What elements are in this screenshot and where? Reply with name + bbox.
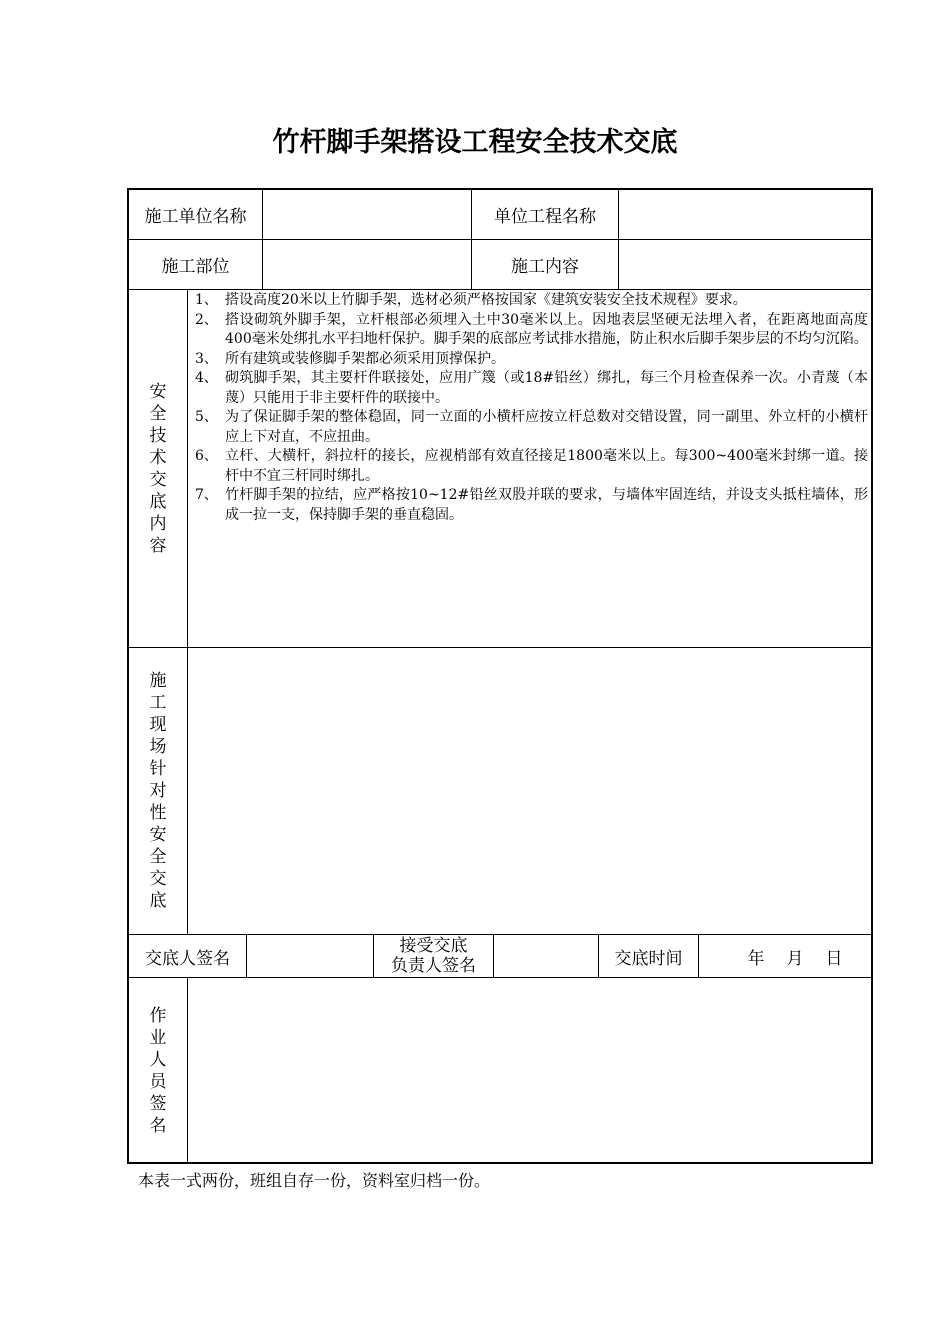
item-text: 搭设砌筑外脚手架，立杆根部必须埋入土中30毫米以上。因地表层坚硬无法埋入者，在距离地面高度400毫米处绑扎水平扫地杆保护。脚手架的底部应考试排水措施，防止积水后脚手架步层的不均匀沉陷。 [225,311,868,347]
safety-item [188,350,868,370]
receiver-signature-field[interactable] [494,935,598,977]
item-number: 3、 [195,350,218,367]
site-disclosure-field[interactable] [188,648,873,934]
footnote: 本表一式两份，班组自存一份，资料室归档一份。 [138,1171,491,1190]
label-char: 场 [149,737,167,757]
item-text: 所有建筑或装修脚手架都必须采用顶撑保护。 [225,350,505,367]
item-number: 1、 [195,292,218,308]
construction-part-label: 施工部位 [161,257,230,277]
label-char: 施 [149,671,167,691]
label-char: 交 [149,469,167,490]
safety-item [188,447,868,486]
label-char: 工 [149,693,167,713]
item-number: 6、 [195,448,218,464]
document-title: 竹杆脚手架搭设工程安全技术交底 [272,127,678,158]
label-char: 现 [149,715,167,735]
label-char: 人 [149,1050,167,1070]
item-text: 搭设高度20米以上竹脚手架，选材必须严格按国家《建筑安装安全技术规程》要求。 [225,292,747,308]
label-char: 底 [149,491,167,512]
safety-item [188,486,868,525]
date-month: 月 [786,948,804,969]
disclosure-date-field[interactable] [699,935,873,977]
item-number: 7、 [195,487,218,503]
label-char: 全 [149,847,167,867]
disclosure-table [127,188,873,1164]
project-name-field[interactable] [619,190,873,239]
safety-item [188,369,868,408]
item-text: 立杆、大横杆，斜拉杆的接长，应视梢部有效直径接足1800毫米以上。每300~400毫米封绑一道。接杆中不宜三杆同时绑扎。 [225,448,868,484]
label-char: 安 [149,381,167,402]
safety-item [188,311,868,350]
row-divider [129,289,873,290]
label-char: 作 [149,1006,167,1026]
safety-item [188,291,868,311]
item-text: 砌筑脚手架，其主要杆件联接处，应用广篾（或18#铅丝）绑扎，每三个月检查保养一次。小青蔑（本蔑）只能用于非主要杆件的联接中。 [225,370,868,406]
discloser-signature-label: 交底人签名 [145,948,230,969]
project-name-label: 单位工程名称 [494,207,596,227]
item-text: 竹杆脚手架的拉结，应严格按10~12#铅丝双股并联的要求，与墙体牢固连结，并设支头抵柱墙体，形成一拉一支，保持脚手架的垂直稳固。 [225,487,868,523]
safety-item [188,408,868,447]
construction-unit-label: 施工单位名称 [144,207,247,227]
date-day: 日 [825,948,843,969]
workers-signature-field[interactable] [188,978,873,1164]
safety-disclosure-content [188,291,868,646]
receiver-label-line: 负责人签名 [391,956,476,976]
item-text: 为了保证脚手架的整体稳固，同一立面的小横杆应按立杆总数对交错设置，同一副里、外立杆的小横杆应上下对直，不应扭曲。 [225,409,868,445]
label-char: 员 [149,1072,167,1092]
workers-signature-label [129,978,187,1164]
item-number: 5、 [195,409,218,425]
construction-unit-field[interactable] [263,190,471,239]
label-char: 性 [149,803,167,823]
construction-content-field[interactable] [619,240,873,289]
label-char: 交 [149,869,167,889]
label-char: 对 [149,781,167,801]
site-disclosure-label [129,648,187,934]
discloser-signature-field[interactable] [247,935,373,977]
item-number: 4、 [195,370,218,386]
label-char: 针 [149,759,167,779]
label-char: 全 [149,403,167,424]
construction-part-field[interactable] [263,240,471,289]
disclosure-time-label: 交底时间 [614,948,683,969]
label-char: 内 [149,513,167,534]
label-char: 业 [149,1028,167,1048]
receiver-label-line: 接受交底 [399,936,468,956]
date-year: 年 [747,948,765,969]
label-char: 底 [149,891,167,911]
label-char: 签 [149,1094,167,1114]
safety-disclosure-label [129,290,187,647]
label-char: 安 [149,825,167,845]
label-char: 容 [149,535,167,556]
receiver-signature-label [374,935,493,977]
label-char: 技 [149,425,167,446]
label-char: 术 [149,447,167,468]
item-number: 2、 [195,311,218,328]
construction-content-label: 施工内容 [511,257,579,277]
label-char: 名 [149,1116,167,1136]
